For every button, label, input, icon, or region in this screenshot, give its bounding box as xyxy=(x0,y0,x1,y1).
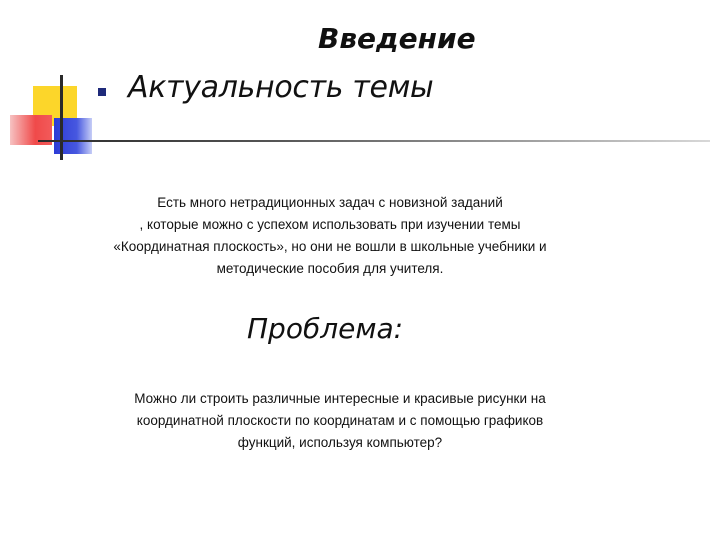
slide-subtitle: Актуальность темы xyxy=(128,70,434,105)
paragraph-line: Можно ли строить различные интересные и красивые рисунки на xyxy=(134,391,546,406)
paragraph-line: методические пособия для учителя. xyxy=(216,261,444,276)
paragraph-line: координатной плоскости по координатам и с помощью графиков xyxy=(136,413,544,428)
ornament-vertical-line xyxy=(60,75,63,160)
square-bullet-icon xyxy=(98,88,106,96)
paragraph-line: Есть много нетрадиционных задач с новизной заданий xyxy=(157,195,503,210)
paragraph-line: «Координатная плоскость», но они не вошли в школьные учебники и xyxy=(113,239,547,254)
relevance-paragraph xyxy=(60,192,600,280)
problem-heading: Проблема: xyxy=(247,312,404,345)
problem-paragraph xyxy=(60,388,620,454)
slide-title: Введение xyxy=(318,22,476,55)
header-divider-line xyxy=(38,140,710,142)
paragraph-line: , которые можно с успехом использовать при изучении темы xyxy=(139,217,521,232)
paragraph-line: функций, используя компьютер? xyxy=(237,435,443,450)
